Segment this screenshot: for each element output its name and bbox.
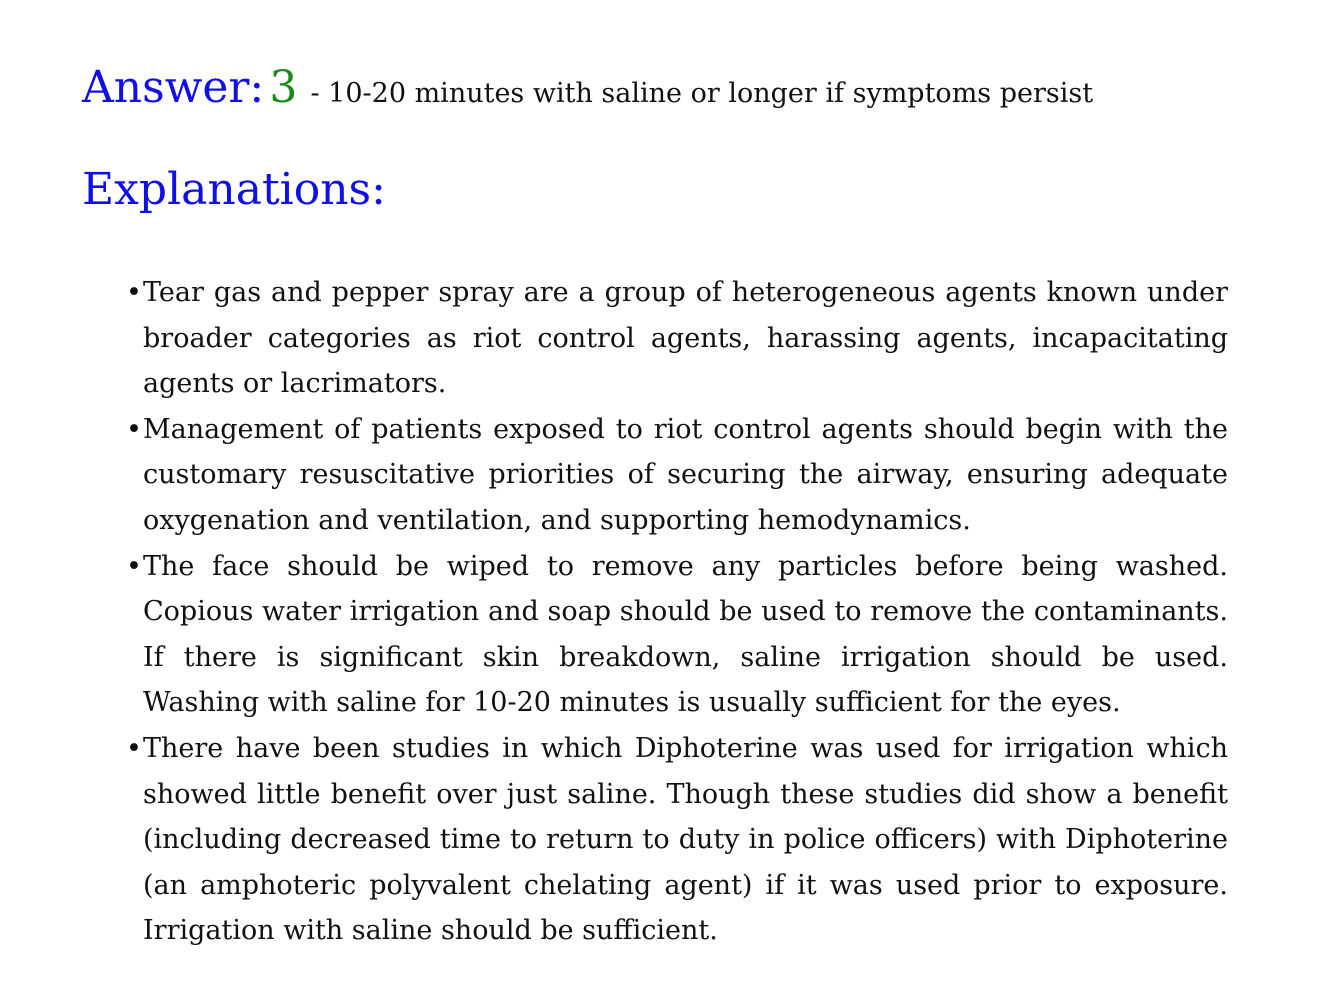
explanation-text: The face should be wiped to remove any particles before being washed. Copious water irrigation and soap should be used to remove the contaminants. If there is significant skin breakdown, saline irrigation should be used. Washing with saline for 10-20 minutes is usually sufficient for the eyes.: [143, 550, 1228, 719]
answer-line: [82, 62, 1094, 113]
bullet-icon: •: [126, 550, 142, 582]
explanation-list: [126, 270, 1228, 954]
answer-number: 3: [269, 62, 298, 113]
explanations-heading: Explanations:: [82, 164, 386, 215]
bullet-icon: •: [126, 413, 142, 445]
explanation-text: There have been studies in which Diphoterine was used for irrigation which showed little benefit over just saline. Though these studies did show a benefit (including decreased time to return to duty in police officers) with Diphoterine (an amphoteric polyvalent chelating agent) if it was used prior to exposure. Irrigation with saline should be sufficient.: [143, 732, 1228, 947]
explanation-text: Tear gas and pepper spray are a group of heterogeneous agents known under broader categories as riot control agents, harassing agents, incapacitating agents or lacrimators.: [143, 277, 1228, 400]
bullet-icon: •: [126, 277, 142, 308]
explanation-item: [126, 270, 1228, 407]
answer-label: Answer:: [82, 62, 265, 113]
explanation-item: [126, 544, 1228, 726]
bullet-icon: •: [126, 732, 142, 764]
answer-text: - 10-20 minutes with saline or longer if symptoms persist: [310, 78, 1094, 109]
explanation-item: [126, 407, 1228, 544]
explanation-item: [126, 726, 1228, 954]
explanation-text: Management of patients exposed to riot control agents should begin with the customary resuscitative priorities of securing the airway, ensuring adequate oxygenation and ventilation, and supporting hemodynamics.: [143, 413, 1228, 536]
